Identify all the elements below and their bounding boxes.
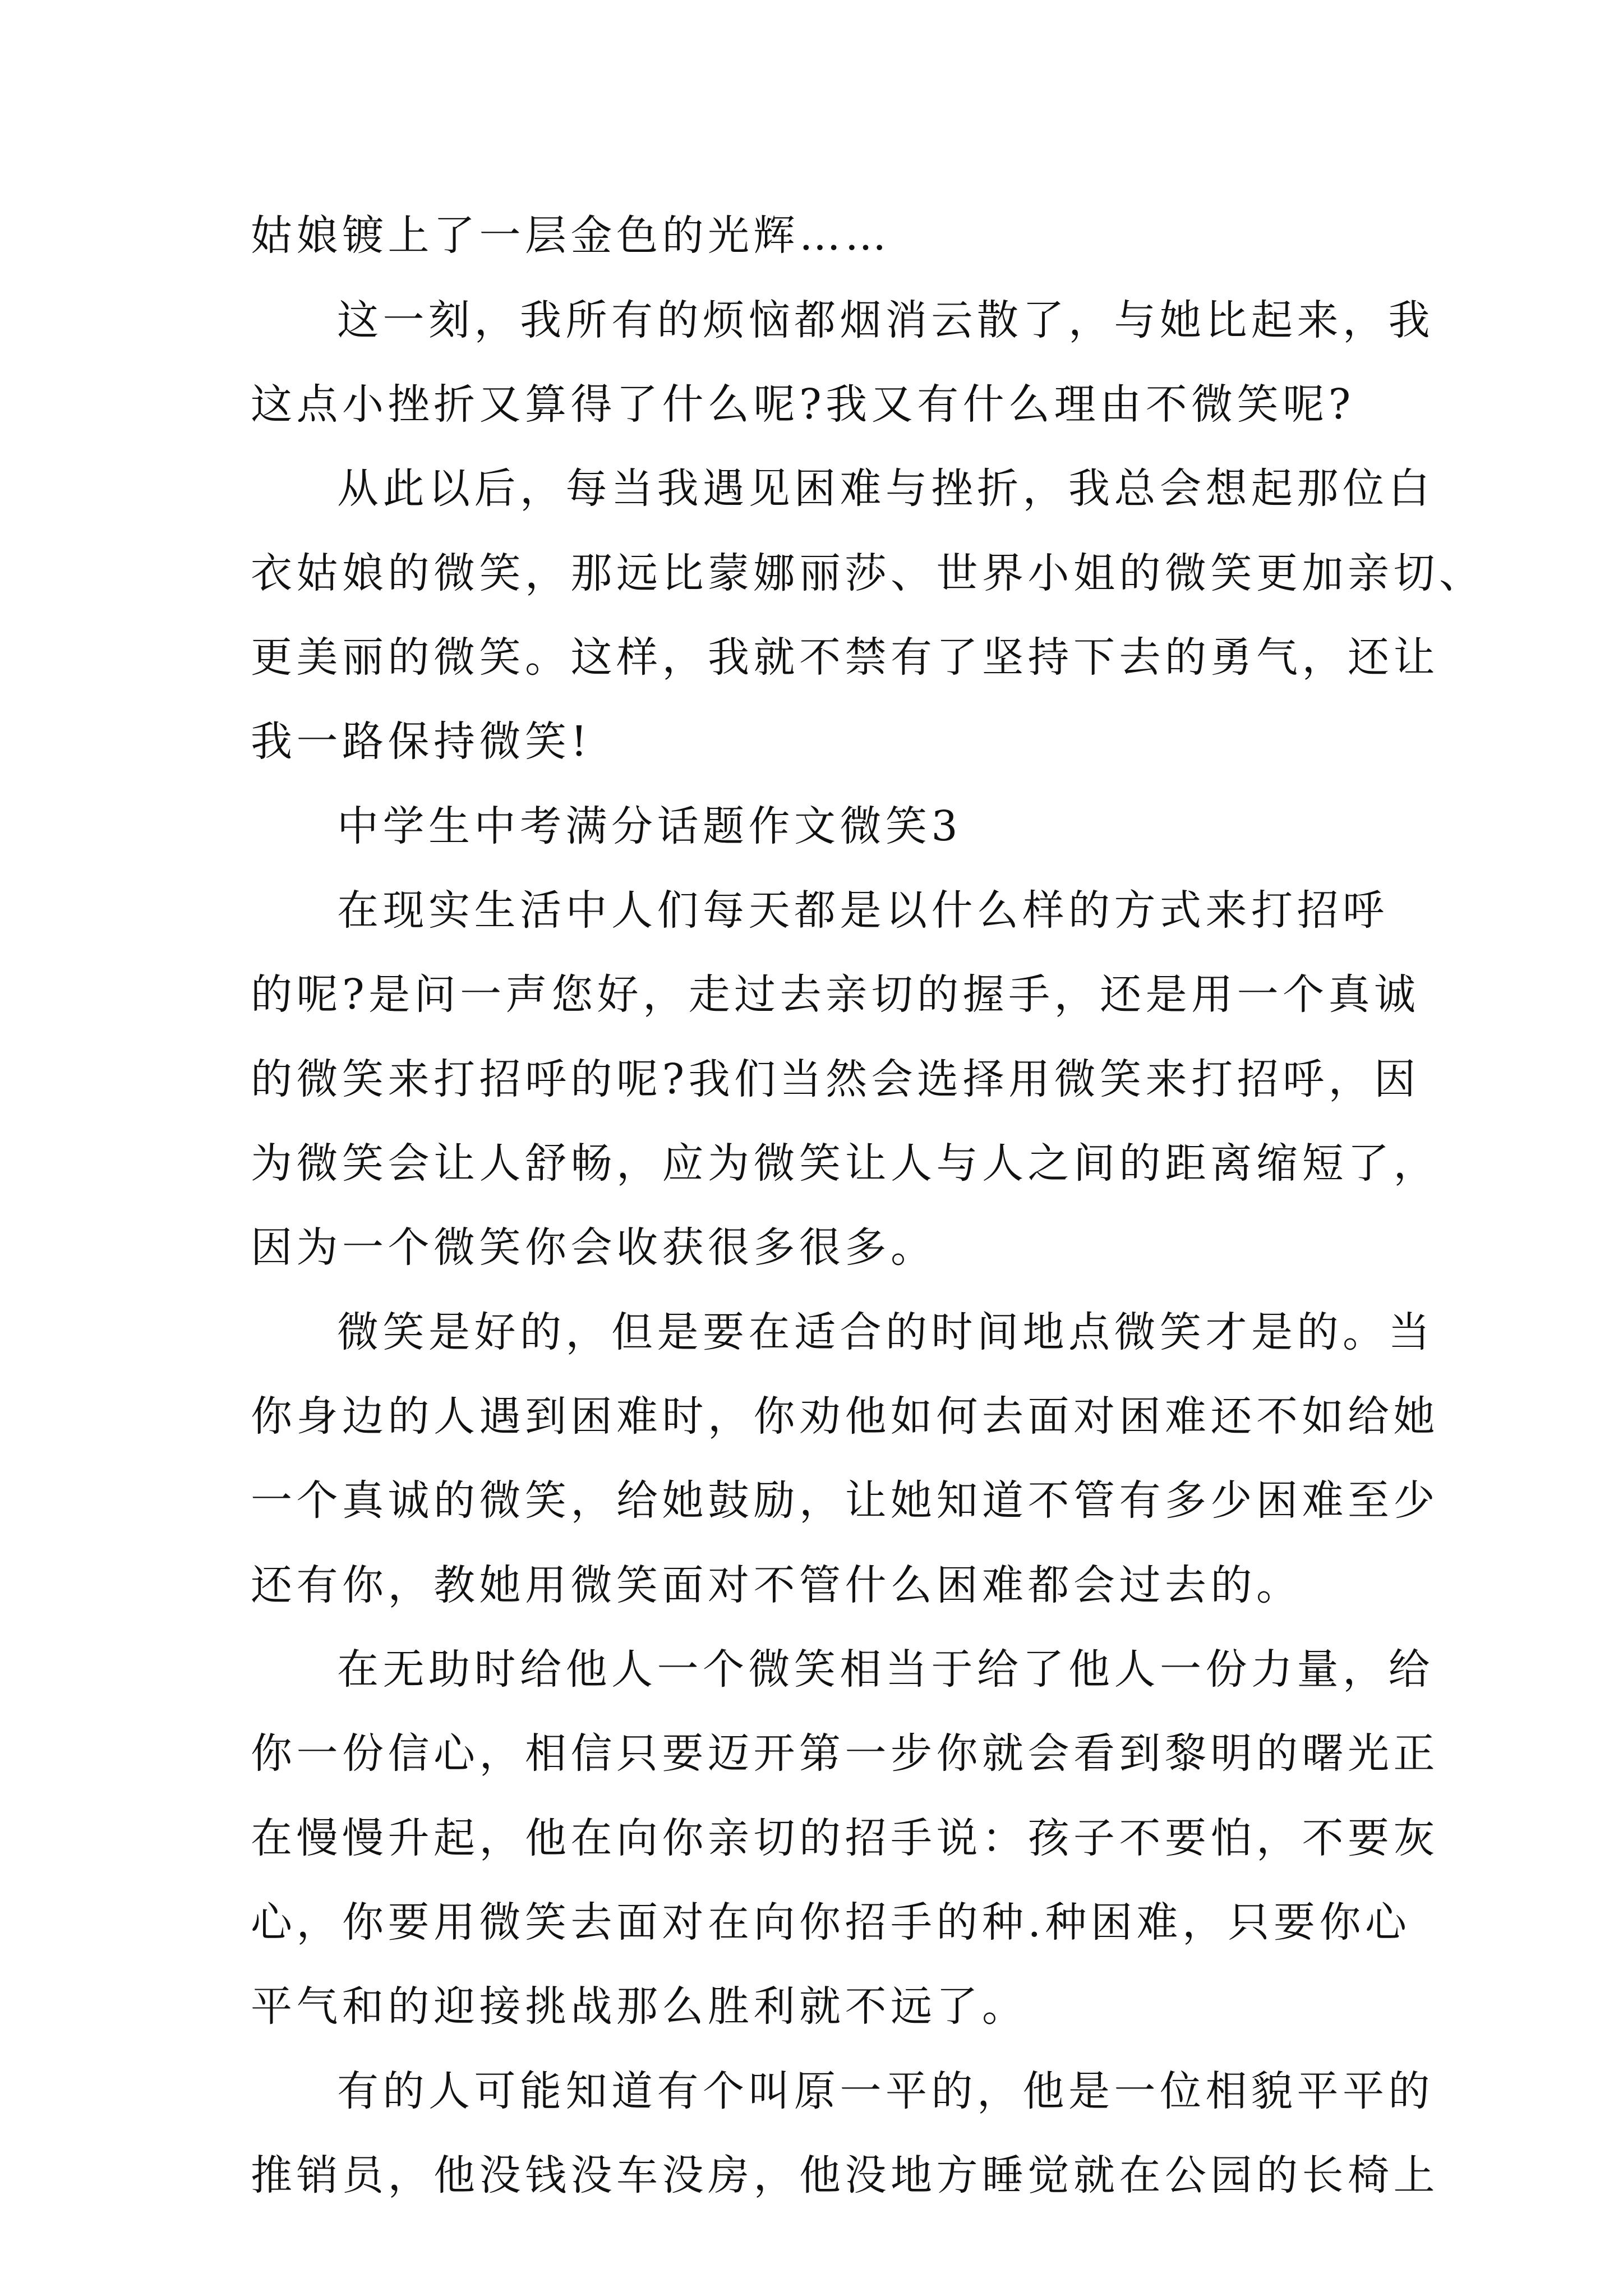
text-line: 这一刻，我所有的烦恼都烟消云散了，与她比起来，我 xyxy=(337,296,1434,344)
text-line: 推销员，他没钱没车没房，他没地方睡觉就在公园的长椅上 xyxy=(251,2151,1439,2200)
text-line: 一个真诚的微笑，给她鼓励，让她知道不管有多少困难至少 xyxy=(251,1476,1439,1525)
text-line: 更美丽的微笑。这样，我就不禁有了坚持下去的勇气，还让 xyxy=(251,633,1439,682)
text-line: 平气和的迎接挑战那么胜利就不远了。 xyxy=(251,1982,1028,2031)
text-line: 微笑是好的，但是要在适合的时间地点微笑才是的。当 xyxy=(337,1308,1434,1356)
text-line: 心，你要用微笑去面对在向你招手的种.种困难，只要你心 xyxy=(251,1898,1411,1947)
text-line: 你身边的人遇到困难时，你劝他如何去面对困难还不如给她 xyxy=(251,1392,1439,1441)
text-line: 你一份信心，相信只要迈开第一步你就会看到黎明的曙光正 xyxy=(251,1729,1439,1778)
text-line: 因为一个微笑你会收获很多很多。 xyxy=(251,1223,937,1272)
text-line: 的微笑来打招呼的呢?我们当然会选择用微笑来打招呼，因 xyxy=(251,1055,1420,1103)
text-line: 还有你，教她用微笑面对不管什么困难都会过去的。 xyxy=(251,1561,1302,1609)
text-line: 在无助时给他人一个微笑相当于给了他人一份力量，给 xyxy=(337,1645,1434,1694)
text-line: 我一路保持微笑! xyxy=(251,717,592,766)
text-line: 为微笑会让人舒畅，应为微笑让人与人之间的距离缩短了， xyxy=(251,1139,1439,1188)
text-line: 这点小挫折又算得了什么呢?我又有什么理由不微笑呢? xyxy=(251,380,1355,429)
text-line: 在慢慢升起，他在向你亲切的招手说：孩子不要怕，不要灰 xyxy=(251,1814,1439,1862)
text-line: 的呢?是问一声您好，走过去亲切的握手，还是用一个真诚 xyxy=(251,970,1420,1019)
text-line: 衣姑娘的微笑，那远比蒙娜丽莎、世界小姐的微笑更加亲切、 xyxy=(251,549,1485,597)
section-heading: 中学生中考满分话题作文微笑3 xyxy=(337,802,962,850)
text-line: 在现实生活中人们每天都是以什么样的方式来打招呼 xyxy=(337,886,1389,935)
text-line: 有的人可能知道有个叫原一平的，他是一位相貌平平的 xyxy=(337,2067,1434,2115)
text-line: 姑娘镀上了一层金色的光辉…… xyxy=(251,211,891,260)
text-line: 从此以后，每当我遇见困难与挫折，我总会想起那位白 xyxy=(337,464,1434,513)
